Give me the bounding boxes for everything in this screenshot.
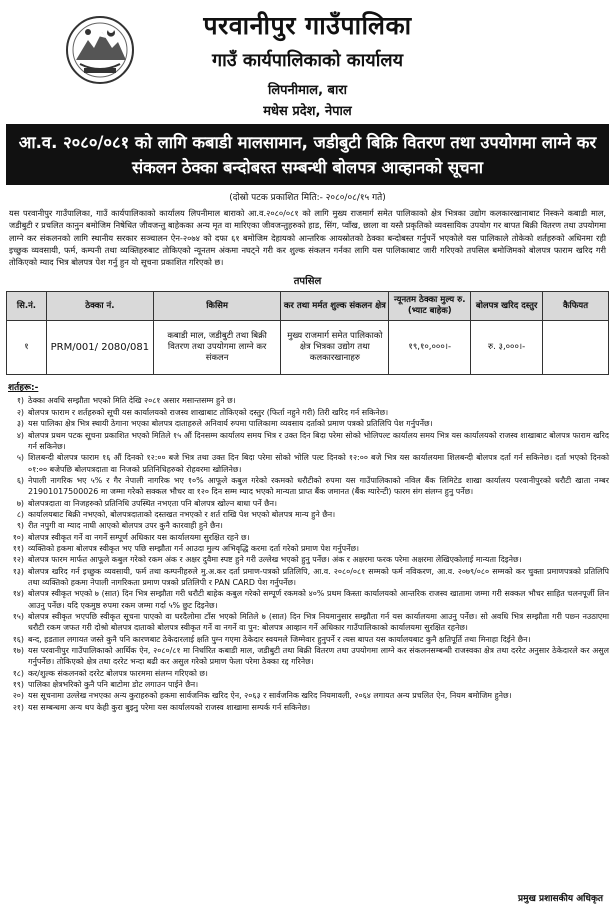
term-number: १३) [12, 566, 24, 576]
term-number: ९) [16, 521, 24, 531]
col-header-ref: ठेक्का नं. [46, 292, 153, 321]
term-number: ४) [16, 430, 24, 440]
term-number: १९) [12, 680, 24, 690]
office-name: गाउँ कार्यपालिकाको कार्यालय [211, 50, 404, 71]
cell-type: कबाडी माल, जडीबुटी तथा बिक्री वितरण तथा उपयोगमा लाग्ने कर संकलन [153, 321, 281, 375]
list-item [6, 543, 609, 554]
col-header-fee: बोलपत्र खरिद दस्तुर [471, 292, 543, 321]
cell-sn: १ [7, 321, 47, 375]
term-number: ८) [16, 509, 24, 519]
cell-area: मुख्य राजमार्ग समेत पालिकाको क्षेत्र भित्रका उद्योग तथा कलकारखानाहरु [281, 321, 389, 375]
list-item [6, 668, 609, 679]
term-number: २०) [12, 691, 24, 701]
list-item [6, 702, 609, 713]
term-text: बोलपत्रदाता वा निजहरुको प्रतिनिधि उपस्थित नभएता पनि बोलपत्र खोल्न बाधा पर्ने छैन। [28, 498, 277, 508]
list-item [6, 407, 609, 418]
term-text: कर/शुल्क संकलनको दररेट बोलपत्र फारममा संलग्न गरिएको छ। [28, 668, 208, 678]
term-number: १) [16, 396, 24, 406]
list-item [6, 645, 609, 668]
list-item [6, 430, 609, 453]
term-number: ३) [16, 419, 24, 429]
table-row [7, 321, 609, 375]
term-text: नेपाली नागरिक भए ५% र गैर नेपाली नागरिक भए १०% आफूले कबुल गरेको रकमको धरौटीको रुपमा यस गाउँपालिकाको नविल बैंक लिमिटेड शाखा कार्यालय परवानीपुरको धरौटी खाता नम्बर 21901017500026 मा जम्मा गरेको सक्कल भौचर वा १२० दिन सम्म म्याद भएको मान्यता प्राप्त बैंक जमानत (बैंक ग्यारेन्टी) फारम संग संलग्न हुनु पर्नेछ। [28, 475, 609, 497]
term-text: बोलपत्र स्वीकृत भएपछि स्वीकृत सूचना पाएको वा घरदैलोमा टाँस भएको मितिले ७ (सात) दिन भित्र नियमानुसार सम्झौता गर्न यस कार्यालयमा आउनु पर्नेछ। सो अवधि भित्र सम्झौता गरी पछ्न नउठाएमा धरौटी रकम जफत गरी दोश्रो बोलपत्र दाताको बोलपत्र स्वीकृत गर्ने वा नगर्ने वा पुन: बोलपत्र आव्हान गर्ने अधिकार गाउँपालिकाको कार्यालयमा सुरक्षित रहनेछ। [28, 612, 609, 633]
list-item [6, 418, 609, 429]
col-header-area: कर तथा मर्मत शुल्क संकलन क्षेत्र [281, 292, 389, 321]
col-header-remarks: कैफियत [543, 292, 609, 321]
signature-label: प्रमुख प्रशासकीय अधिकृत [517, 894, 603, 904]
term-text: यस परवानीपुर गाउँपालिकाको आर्थिक ऐन, २०८०/८१ मा निर्धारित कबाडी माल, जडीबुटी तथा बिक्री वितरण तथा उपयोगमा लाग्ने कर संकलनसम्बन्धी राजस्वका क्षेत्र तथा दररेट अनुसार ठेकेदारले कर असुल गर्नुपर्नेछ। तोकिएको क्षेत्र तथा दररेट भन्दा बढी कर असुल गरेको प्रमाण फेला परेमा ठेक्का रद्द गरिनेछ। [28, 646, 609, 667]
term-number: १०) [12, 532, 24, 542]
nepal-emblem-icon [64, 14, 136, 86]
list-item [6, 634, 609, 645]
term-text: बोलपत्र स्वीकृत भएको ७ (सात) दिन भित्र सम्झौता गरी धरौटी बाहेक कबुल गरेको सम्पूर्ण रकमको ४०% प्रथम किस्ता कार्यालयको आन्तरिक राजस्व खातामा जम्मा गरी सक्कल भौचर साहित चलनपूर्जी लिन आउनु पर्नेछ। यदि एकमुष्ठ रुपमा रकम जम्मा गर्दा ५% छुट दिइनेछ। [28, 589, 609, 610]
term-text: बोलपत्र प्रथम पटक सूचना प्रकाशित भएको मितिले १५ औं दिनसम्म कार्यालय समय भित्र र उक्त दिन बिदा परेमा सोको भोलिपल्ट कार्यालय समय भित्र यस कार्यालयको राजस्व शाखाबाट बोलपत्र फाराम खरिद गर्न सकिनेछ। [28, 430, 609, 451]
cell-ref: PRM/001/ 2080/081 [46, 321, 153, 375]
term-text: व्यक्तिको हकमा बोलपत्र स्वीकृत भए पछि सम्झौता गर्न आउदा मुल्य अभिवृद्धि करमा दर्ता गरेको प्रमाण पेश गर्नुपर्नेछ। [28, 543, 359, 553]
list-item [6, 679, 609, 690]
office-province: मधेस प्रदेश, नेपाल [263, 104, 352, 119]
list-item [6, 498, 609, 509]
list-item [6, 509, 609, 520]
term-text: बोलपत्र खरिद गर्न इच्छुक व्यवसायी, फर्म तथा कम्पनीहरुले मु.अ.कर दर्ता प्रमाण-पत्रको प्रतिलिपि, आ.व. २०८०/०८१ सम्मको फर्म नविकरण, आ.व. २०७९/०८० सम्मको कर चुक्ता प्रमाणपत्रको प्रतिलिपि तथा व्यक्तिको हकमा नेपाली नागरिकता प्रमाण पत्रको प्रतिलिपी र PAN CARD पेश गर्नुपर्नेछ। [28, 566, 609, 587]
term-text: शिलबन्दी बोलपत्र फाराम १६ औं दिनको १२:०० बजे भित्र तथा उक्त दिन बिदा परेमा सोको भोलि पल्ट दिनको १२:०० बजे भित्र यस कार्यालयमा शिलबन्दी बोलपत्र दर्ता गर्न सकिनेछ। दर्ता भएको दिनको ०१:०० बजेपछि बोलपत्रदाता वा निजको प्रतिनिधिहरुको रोहवरमा खोलिनेछ। [28, 453, 609, 474]
term-text: ठेक्का अवधि सम्झौता भएको मिति देखि २०८१ असार मसान्तसम्म हुने छ। [28, 396, 236, 406]
term-text: यस सूचनामा उल्लेख नभएका अन्य कुराहरुको हकमा सार्वजनिक खरिद ऐन, २०६३ र सार्वजनिक खरिद नियमावली, २०६४ लगायत अन्य प्रचलित ऐन, नियम बमोजिम हुनेछ। [28, 691, 512, 701]
terms-list [6, 395, 609, 713]
col-header-sn: सि.नं. [7, 292, 47, 321]
list-item [6, 566, 609, 589]
term-number: १४) [12, 589, 24, 599]
col-header-min-price: न्यूनतम ठेक्का मुल्य रु. (भ्याट बाहेक) [389, 292, 471, 321]
list-item [6, 690, 609, 701]
term-number: २१) [12, 702, 24, 712]
term-number: १५) [12, 612, 24, 622]
term-text: यस सम्बन्धमा अन्य थप केही कुरा बुझ्नु परेमा यस कार्यालयको राजस्व शाखामा सम्पर्क गर्न सकिनेछ। [28, 702, 311, 712]
term-number: ६) [16, 475, 24, 485]
term-number: ७) [16, 498, 24, 508]
term-text: बन्द, हडताल लगायत जस्ते कुनै पनि कारणबाट ठेकेदारलाई क्षति पुग्न गएमा ठेकेदार स्वयमले जिम्मेवार हुनुपर्ने र त्यस बापत यस कार्यालयबाट कुनै क्षतिपूर्ति तथा मिनाहा दिईने छैन। [28, 634, 531, 644]
list-item [6, 588, 609, 611]
letterhead [6, 4, 609, 122]
list-item [6, 475, 609, 498]
term-number: ११) [12, 543, 24, 553]
list-item [6, 395, 609, 406]
cell-remarks [543, 321, 609, 375]
cell-min-price: १९,१०,०००।- [389, 321, 471, 375]
cell-fee: रु. ३,०००।- [471, 321, 543, 375]
list-item [6, 554, 609, 565]
term-number: १७) [12, 646, 24, 656]
term-number: ५) [16, 453, 24, 463]
notice-page [6, 4, 609, 906]
list-item [6, 611, 609, 634]
schedule-table [6, 291, 609, 375]
list-item [6, 520, 609, 531]
term-text: यस पालिका क्षेत्र भित्र स्थायी ठेगाना भएका बोलपत्र दाताहरुले अनिवार्य रुपमा पालिकामा व्यवसाय दर्ताको प्रमाण पत्रको प्रतिलिपि पेश गर्नुपर्नेछ। [28, 419, 433, 429]
terms-title: शर्तहरू:- [8, 383, 39, 394]
list-item [6, 452, 609, 475]
publication-date: (दोस्रो पटक प्रकाशित मिति:- २०८०/०८/१५ गते) [229, 193, 386, 203]
term-number: १२) [12, 555, 24, 565]
term-text: बोलपत्र फाराम र शर्तहरुको सूची यस कार्यालयको राजस्व शाखाबाट तोकिएको दस्तुर (फिर्ता नहुने गरी) तिरी खरिद गर्न सकिनेछ। [28, 407, 389, 417]
notice-title: आ.व. २०८०/०८१ को लागि कबाडी मालसामान, जडीबुटी बिक्रि वितरण तथा उपयोगमा लाग्ने कर संकलन ठेक्का बन्दोबस्त सम्बन्धी बोलपत्र आव्हानको सूचना [6, 124, 609, 185]
schedule-header-row [7, 292, 609, 321]
list-item [6, 532, 609, 543]
term-number: २) [16, 407, 24, 417]
intro-paragraph: यस परवानीपुर गाउँपालिका, गाउँ कार्यपालिकाको कार्यालय लिपनीमाल बाराको आ.व.२०८०/०८१ को लागि मुख्य राजमार्ग समेत पालिकाको क्षेत्र भित्रका उद्योग कलकारखानाबाट निस्कने कबाडी माल, जडीबुटी र प्रचलित कानुन बमोजिम निषेधित जीवजन्तु बाहेकका अन्य मृत वा मारिएका जीवजन्तुहरुको हाड, सिंग, प्वाँख, छाला वा यस्तै प्रकृतिको व्यवसायिक उपयोग गर बापत बिक्री वितरण तथा उपयोगमा लाग्ने कर संकलनको लागि स्थानीय सरकार सञ्चालन ऐन-२०७४ को दफा ६१ बमोजिम देहायको आन्तरिक आयस्रोतको ठेक्का बन्दोबस्त गर्नुपर्ने भएकोले यस पालिकाले तोकेको शर्तहरुको अधिनमा रही इच्छुक व्यवसायी, फर्म, कम्पनी तथा व्यक्तिहरुबाट तोकिएको न्यूनतम अंकमा नघट्ने गरी कर शुल्क संकलन गर्नका लागि यस पालिकाबाट जारी गरिएको तपसिल बमोजिमको बोलपत्र फाराम खरिद गरी तोकिएको म्याद भित्र बोलपत्र पेश गर्नु हुन यो सूचना प्रकाशित गरिएको छ। [9, 208, 606, 268]
term-number: १६) [12, 634, 24, 644]
term-text: रीत नपुगी वा म्याद नाघी आएको बोलपत्र उपर कुनै कारवाही हुने छैन। [28, 521, 223, 531]
office-location: लिपनीमाल, बारा [267, 83, 348, 98]
schedule-title: तपसिल [293, 276, 322, 288]
term-text: बोलपत्र स्वीकृत गर्ने वा नगर्ने सम्पूर्ण अधिकार यस कार्यालयमा सुरक्षित रहने छ। [28, 532, 250, 542]
term-number: १८) [12, 668, 24, 678]
col-header-type: किसिम [153, 292, 281, 321]
org-name: परवानीपुर गाउँपालिका [203, 11, 412, 40]
term-text: पालिका क्षेत्रभरिको कुनै पनि बाटोमा डोट लगाउन पाईने छैन। [28, 680, 199, 690]
term-text: बोलपत्र फारम मार्फत आफूले कबुल गरेको रकम अंक र अक्षर दुवैमा स्पष्ट हुने गरी उल्लेख भएको हुनु पर्नेछ। अंक र अक्षरमा फरक परेमा अक्षरमा लेखिएकोलाई मान्यता दिइनेछ। [28, 555, 522, 565]
term-text: कार्यालयबाट बिक्री नभएको, बोलपत्रदाताको दस्तखत नभएको र शर्त राखि पेश भएको बोलपत्र मान्य हुने छैन। [28, 509, 336, 519]
